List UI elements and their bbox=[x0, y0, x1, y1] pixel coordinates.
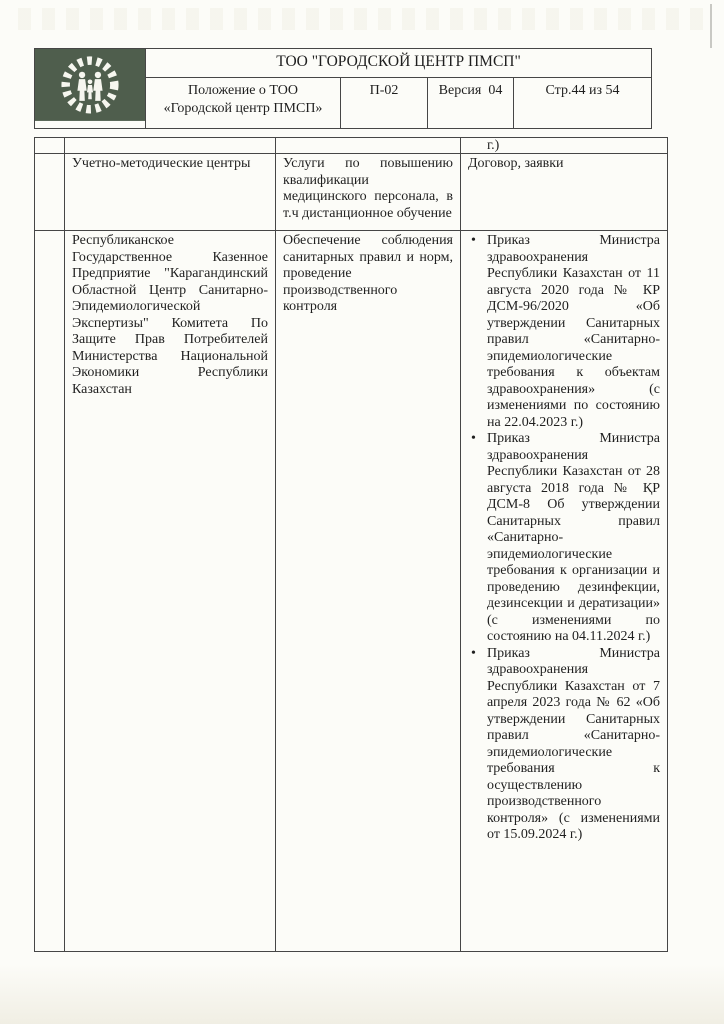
partner-cell bbox=[65, 138, 276, 154]
scan-artifact-top bbox=[18, 8, 708, 30]
table-row-continuation bbox=[35, 138, 668, 154]
row-number-cell bbox=[35, 231, 65, 952]
legal-references-list bbox=[468, 233, 660, 844]
doc-code: П-02 bbox=[341, 78, 428, 129]
partner-cell: Учетно-методические центры bbox=[65, 154, 276, 231]
basis-cell: Договор, заявки bbox=[461, 154, 668, 231]
scan-artifact-right-edge bbox=[710, 4, 712, 48]
partner-cell: Республиканское Государственное Казенное Предприятие "Карагандинский Областной Центр Санитарно-Эпидемиологической Экспертизы" Комитета По Защите Прав Потребителей Министерства Национальной Экономики Республики Казахстан bbox=[65, 231, 276, 952]
table-row bbox=[35, 231, 668, 952]
legal-reference-item: • Приказ Министра здравоохранения Республики Казахстан от 28 августа 2018 года № ҚР ДСМ-8 Об утверждении Санитарных правил «Санитарно-эпидемиологические требования к организации и проведению дезинфекции, дезинсекции и дератизации» (с изменениями по состоянию на 04.11.2024 г.) bbox=[468, 431, 660, 646]
doc-title: Положение о ТОО «Городской центр ПМСП» bbox=[146, 78, 341, 129]
content-table bbox=[34, 137, 668, 952]
doc-page-number: Стр.44 из 54 bbox=[514, 78, 652, 129]
legal-reference-item: • Приказ Министра здравоохранения Республики Казахстан от 11 августа 2020 года № КР ДСМ-96/2020 «Об утверждении Санитарных правил «Санитарно-эпидемиологические требования к объектам здравоохранения» (с изменениями по состоянию на 22.04.2023 г.) bbox=[468, 233, 660, 431]
table-row bbox=[35, 154, 668, 231]
org-logo-cell bbox=[35, 49, 146, 129]
scan-artifact-bottom bbox=[0, 964, 724, 1024]
org-title: ТОО "ГОРОДСКОЙ ЦЕНТР ПМСП" bbox=[146, 49, 652, 78]
document-header-table bbox=[34, 48, 652, 129]
legal-reference-item: • Приказ Министра здравоохранения Республики Казахстан от 7 апреля 2023 года № 62 «Об утверждении Санитарных правил «Санитарно-эпидемиологические требования к осуществлению производственного контроля» (с изменениями от 15.09.2024 г.) bbox=[468, 646, 660, 844]
service-cell bbox=[276, 138, 461, 154]
row-number-cell bbox=[35, 138, 65, 154]
basis-cell bbox=[461, 138, 668, 154]
doc-version: Версия 04 bbox=[428, 78, 514, 129]
row-number-cell bbox=[35, 154, 65, 231]
service-cell: Обеспечение соблюдения санитарных правил и норм, проведение производственного контроля bbox=[276, 231, 461, 952]
continuation-text: г.) bbox=[487, 138, 500, 153]
service-cell: Услуги по повышению квалификации медицинского персонала, в т.ч дистанционное обучение bbox=[276, 154, 461, 231]
family-emblem-icon bbox=[35, 49, 145, 121]
basis-cell bbox=[461, 231, 668, 952]
